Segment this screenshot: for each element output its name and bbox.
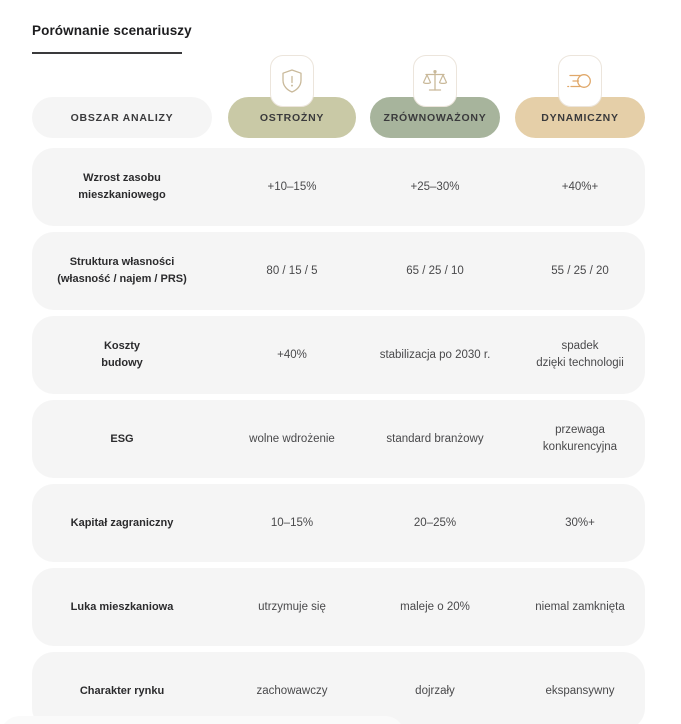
row-label: ESG [110, 432, 134, 445]
row-value-col1: maleje o 20% [400, 600, 470, 613]
row-value-col1: stabilizacja po 2030 r. [379, 348, 491, 361]
page-title: Porównanie scenariuszy [32, 23, 192, 38]
row-value-col2: +40%+ [561, 180, 599, 193]
row-value-col1: 65 / 25 / 10 [406, 264, 464, 277]
table-row [32, 652, 645, 724]
comparison-table-body [32, 148, 645, 724]
row-value-col0: +40% [277, 348, 307, 361]
row-value-col1: +25–30% [410, 180, 460, 193]
row-value-col1: standard branżowy [386, 432, 484, 445]
row-label: Charakter rynku [79, 684, 165, 697]
row-value-col1: 20–25% [413, 516, 457, 529]
row-value-col2: 30%+ [565, 516, 595, 529]
row-value-col0: 10–15% [270, 516, 314, 529]
row-label: Kapitał zagraniczny [70, 516, 174, 529]
row-label: Luka mieszkaniowa [70, 600, 174, 613]
icon-card-zrownowazony [413, 55, 457, 107]
shield-alert-icon [280, 68, 304, 94]
row-value-col1: dojrzały [415, 684, 455, 697]
table-header-row [32, 97, 645, 138]
table-row [32, 568, 645, 646]
column-header-ostrozny-label: OSTROŻNY [259, 111, 325, 124]
row-label: Wzrost zasobu mieszkaniowego [78, 172, 166, 201]
table-row [32, 232, 645, 310]
speed-icon [567, 70, 593, 92]
title-divider [32, 52, 182, 54]
column-header-analysis-area-label: OBSZAR ANALIZY [70, 111, 174, 124]
row-value-col0: +10–15% [267, 180, 317, 193]
row-value-col2: ekspansywny [545, 684, 615, 697]
icon-card-ostrozny [270, 55, 314, 107]
title-block [32, 22, 452, 54]
column-header-zrownowazony-label: ZRÓWNOWAŻONY [383, 111, 487, 124]
table-row [32, 316, 645, 394]
column-header-dynamiczny-label: DYNAMICZNY [541, 111, 619, 124]
scales-icon [422, 68, 448, 94]
row-value-col0: 80 / 15 / 5 [266, 264, 318, 277]
row-value-col0: zachowawczy [256, 684, 328, 697]
column-header-analysis-area [32, 97, 212, 138]
row-value-col0: wolne wdrożenie [249, 432, 335, 445]
row-label: Koszty budowy [101, 340, 143, 369]
row-value-col2: przewaga konkurencyjna [542, 424, 618, 453]
row-value-col2: spadek dzięki technologii [536, 340, 624, 369]
table-row [32, 148, 645, 226]
icon-card-dynamiczny [558, 55, 602, 107]
table-row [32, 484, 645, 562]
row-value-col0: utrzymuje się [258, 600, 326, 613]
next-section-panel [0, 716, 405, 724]
table-row [32, 400, 645, 478]
row-label: Struktura własności (własność / najem / PRS) [57, 256, 187, 285]
row-value-col2: niemal zamknięta [535, 600, 625, 613]
row-value-col2: 55 / 25 / 20 [551, 264, 609, 277]
